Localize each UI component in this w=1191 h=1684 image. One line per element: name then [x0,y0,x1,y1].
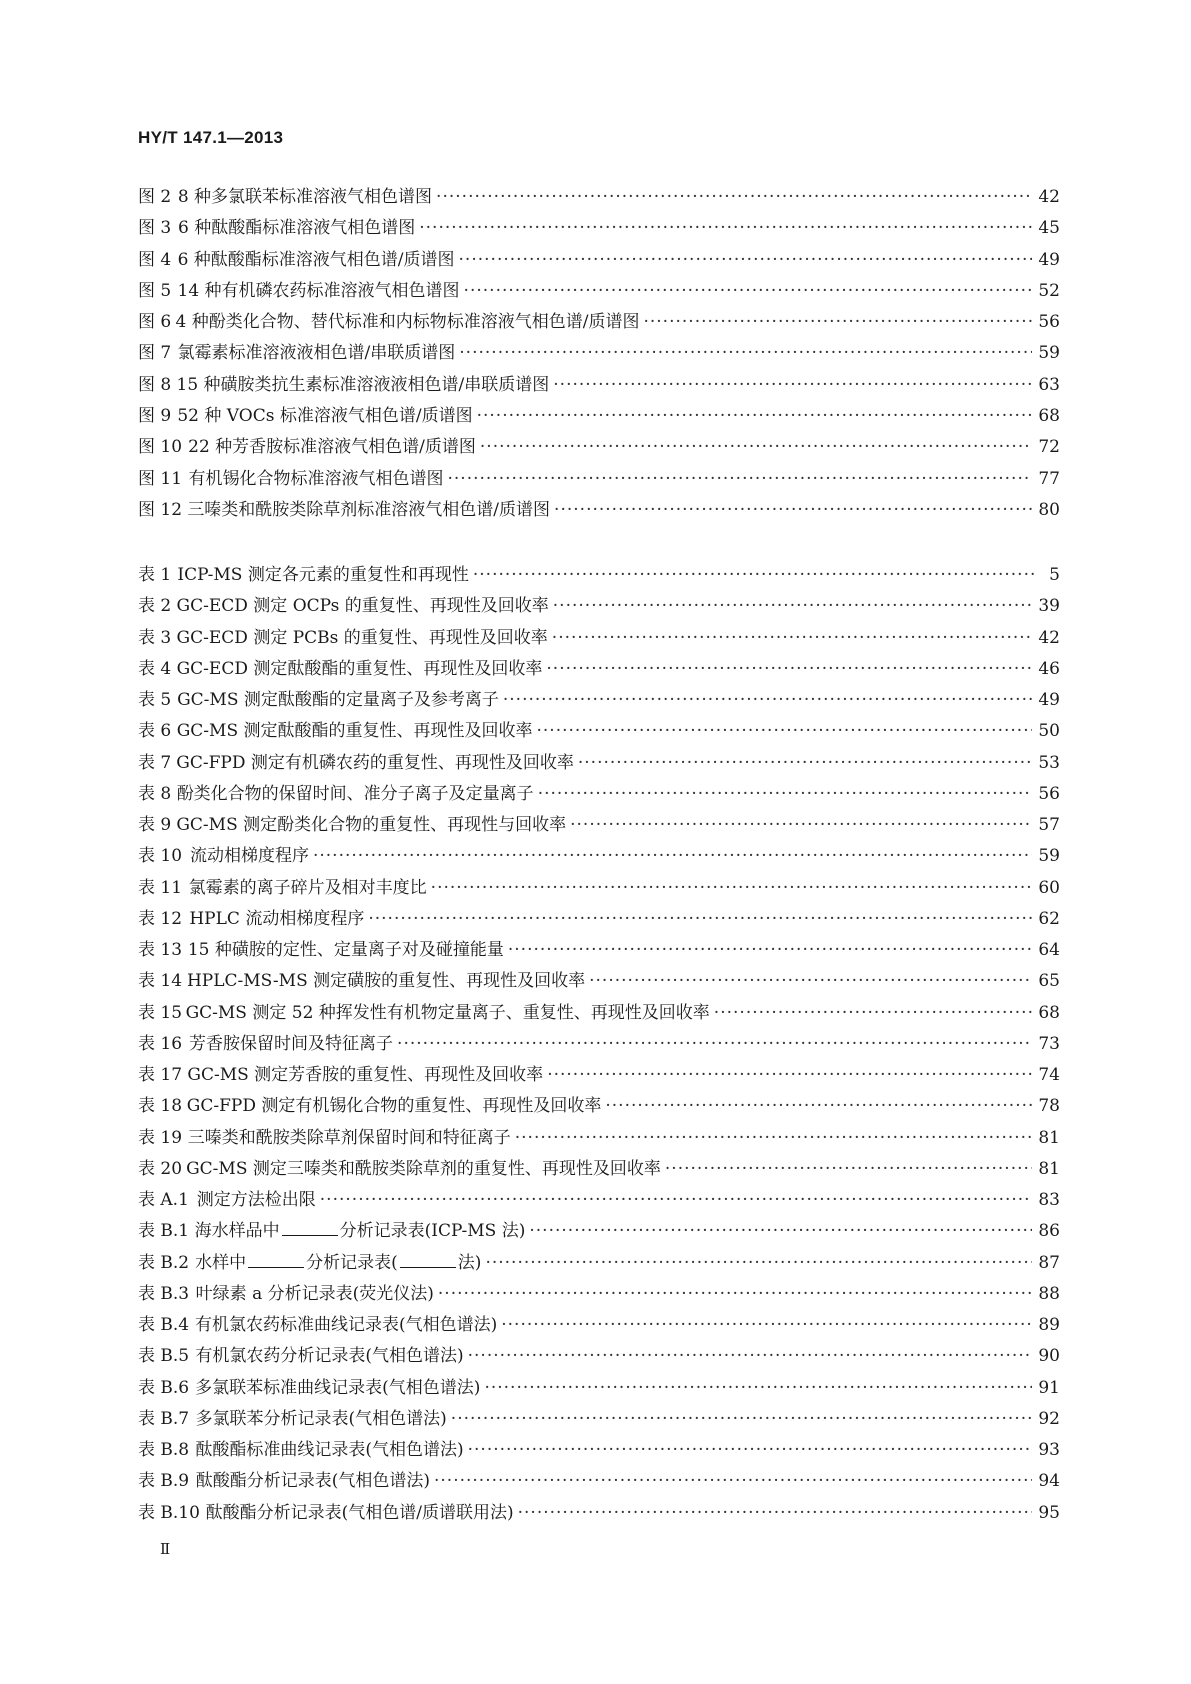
entry-label: 表 4 [138,658,172,679]
dot-leader [553,370,1032,401]
dot-leader [546,654,1032,685]
toc-table-entry[interactable] [138,1310,1060,1341]
dot-leader [419,213,1032,244]
dot-leader [578,748,1033,779]
entry-title: GC-MS 测定酞酸酯的定量离子及参考离子 [177,690,499,710]
entry-title: GC-MS 测定 52 种挥发性有机物定量离子、重复性、再现性及回收率 [185,1002,710,1023]
entry-page-number: 80 [1038,499,1060,520]
toc-figure-entry[interactable] [138,182,1060,213]
entry-page-number: 5 [1049,565,1060,585]
entry-page-number: 49 [1038,690,1060,710]
dot-leader [480,432,1032,463]
toc-table-entry[interactable] [138,1060,1060,1091]
entry-page-number: 83 [1038,1190,1060,1210]
entry-title: HPLC-MS-MS 测定磺胺的重复性、再现性及回收率 [186,971,586,992]
toc-table-entry[interactable] [138,779,1060,810]
document-id-header: HY/T 147.1—2013 [138,128,284,147]
entry-label: 表 2 [138,596,172,617]
dot-leader [459,338,1032,369]
toc-table-entry[interactable] [138,1435,1060,1466]
toc-table-entry[interactable] [138,1123,1060,1154]
toc-figure-entry[interactable] [138,307,1060,338]
entry-title: GC-FPD 测定有机磷农药的重复性、再现性及回收率 [176,752,574,773]
entry-title: 氯霉素的离子碎片及相对丰度比 [188,877,427,898]
entry-label: 表 A.1 [138,1190,189,1210]
entry-label: 表 3 [138,627,172,648]
entry-title: 15 种磺胺的定性、定量离子对及碰撞能量 [187,940,504,960]
toc-table-entry[interactable] [138,1185,1060,1216]
entry-title: 酞酸酯分析记录表(气相色谱法) [195,1471,430,1492]
toc-figure-entry[interactable] [138,464,1060,495]
entry-page-number: 73 [1038,1033,1060,1054]
dot-leader [397,1029,1032,1060]
dot-leader [714,998,1033,1029]
entry-label: 表 B.8 [138,1440,190,1460]
dot-leader [501,1310,1032,1341]
entry-page-number: 81 [1038,1127,1060,1148]
entry-title: 多氯联苯标准曲线记录表(气相色谱法) [195,1377,481,1398]
dot-leader [485,1248,1032,1279]
entry-title-part: 分析记录表(ICP-MS 法) [339,1221,526,1242]
entry-title: 酞酸酯分析记录表(气相色谱/质谱联用法) [205,1502,514,1523]
entry-page-number: 87 [1038,1252,1060,1273]
entry-page-number: 68 [1038,406,1060,427]
entry-label: 表 18 [138,1096,183,1117]
toc-table-entry[interactable] [138,1466,1060,1497]
entry-page-number: 78 [1038,1096,1060,1117]
entry-title: 52 种 VOCs 标准溶液气相色谱/质谱图 [177,406,473,427]
toc-table-entry[interactable] [138,1404,1060,1435]
entry-page-number: 86 [1038,1221,1060,1242]
dot-leader [438,1279,1032,1310]
toc-table-entry[interactable] [138,623,1060,654]
toc-table-entry[interactable] [138,1091,1060,1122]
entry-page-number: 42 [1038,627,1060,648]
entry-title: 三嗪类和酰胺类除草剂保留时间和特征离子 [187,1127,511,1148]
toc-table-entry[interactable] [138,1373,1060,1404]
entry-title: 6 种酞酸酯标准溶液气相色谱图 [178,218,416,239]
entry-label: 表 16 [138,1033,183,1054]
dot-leader [547,1060,1032,1091]
dot-leader [553,591,1033,622]
entry-label: 图 12 [138,499,183,520]
entry-title: GC-MS 测定酚类化合物的重复性、再现性与回收率 [176,815,567,835]
entry-title: ICP-MS 测定各元素的重复性和再现性 [177,565,469,585]
dot-leader [552,623,1033,654]
toc-table-entry[interactable] [138,560,1060,591]
entry-page-number: 77 [1038,468,1060,489]
entry-label: 表 15 [138,1002,183,1023]
toc-table-entry[interactable] [138,904,1060,935]
entry-page-number: 52 [1038,280,1060,301]
dot-leader [537,716,1033,747]
toc-table-entry[interactable] [138,1279,1060,1310]
dot-leader [459,245,1033,276]
dot-leader [538,779,1033,810]
dot-leader [508,935,1032,966]
entry-label: 图 2 [138,187,172,207]
dot-leader [515,1123,1033,1154]
dot-leader [477,401,1033,432]
fill-in-blank [400,1266,456,1268]
toc-figure-entry[interactable] [138,495,1060,526]
entry-label: 表 8 [138,783,172,804]
entry-title-part: 水样中 [195,1252,247,1273]
entry-label: 表 B.4 [138,1315,190,1335]
entry-title: 15 种磺胺类抗生素标准溶液液相色谱/串联质谱图 [176,374,550,395]
toc-figure-entry[interactable] [138,370,1060,401]
entry-title: 8 种多氯联苯标准溶液气相色谱图 [177,187,433,207]
entry-label: 图 9 [138,406,172,427]
dot-leader [451,1404,1033,1435]
entry-label: 表 9 [138,815,172,835]
entry-label: 表 13 [138,940,183,960]
entry-label: 表 19 [138,1127,183,1148]
entry-page-number: 88 [1038,1283,1060,1304]
dot-leader [464,276,1033,307]
entry-page-number: 59 [1038,846,1060,867]
entry-title: 酞酸酯标准曲线记录表(气相色谱法) [195,1440,464,1460]
entry-title: GC-ECD 测定 PCBs 的重复性、再现性及回收率 [176,627,548,648]
entry-title: 氯霉素标准溶液液相色谱/串联质谱图 [177,343,456,364]
entry-label: 表 B.10 [138,1502,200,1523]
toc-table-entry[interactable] [138,748,1060,779]
fill-in-blank [282,1234,338,1236]
entry-label: 表 6 [138,721,172,742]
entry-title: GC-MS 测定芳香胺的重复性、再现性及回收率 [187,1065,544,1085]
entry-page-number: 62 [1038,908,1060,929]
dot-leader [468,1435,1033,1466]
page-number-footer: Ⅱ [160,1540,171,1558]
toc-figure-entry[interactable] [138,276,1060,307]
toc-table-entry[interactable] [138,810,1060,841]
dot-leader [605,1091,1032,1122]
toc-figure-entry[interactable] [138,245,1060,276]
entry-page-number: 94 [1038,1471,1060,1492]
entry-page-number: 60 [1038,877,1060,898]
toc-table-entry[interactable] [138,935,1060,966]
entry-title: 流动相梯度程序 [189,846,309,867]
entry-title: 有机氯农药分析记录表(气相色谱法) [195,1346,464,1367]
entry-label: 表 12 [138,908,183,929]
entry-title [195,1248,481,1279]
table-list [138,560,1060,1529]
entry-page-number: 56 [1038,783,1060,804]
entry-page-number: 56 [1038,312,1060,333]
entry-page-number: 45 [1038,218,1060,239]
entry-page-number: 95 [1038,1502,1060,1523]
entry-page-number: 65 [1038,971,1060,992]
entry-page-number: 42 [1038,187,1060,207]
entry-title: 酚类化合物的保留时间、准分子离子及定量离子 [176,783,534,804]
entry-page-number: 50 [1038,721,1060,742]
dot-leader [665,1154,1032,1185]
entry-label: 表 5 [138,690,172,710]
entry-label: 表 B.6 [138,1377,190,1398]
toc-table-entry[interactable] [138,841,1060,872]
dot-leader [473,560,1034,591]
entry-page-number: 46 [1038,658,1060,679]
entry-page-number: 68 [1038,1002,1060,1023]
toc-table-entry[interactable] [138,685,1060,716]
entry-title: 4 种酚类化合物、替代标准和内标物标准溶液气相色谱/质谱图 [175,312,640,333]
fill-in-blank [248,1266,304,1268]
entry-label: 图 4 [138,249,172,270]
dot-leader [436,182,1032,213]
dot-leader [431,873,1033,904]
dot-leader [529,1216,1032,1247]
entry-title: 14 种有机磷农药标准溶液气相色谱图 [177,280,460,301]
entry-title: GC-FPD 测定有机锡化合物的重复性、再现性及回收率 [186,1096,602,1117]
entry-page-number: 39 [1038,596,1060,617]
entry-label: 表 11 [138,877,183,898]
entry-title-part: 法) [457,1252,482,1273]
toc-figure-entry[interactable] [138,338,1060,369]
entry-title: 有机氯农药标准曲线记录表(气相色谱法) [194,1315,498,1335]
entry-title: 三嗪类和酰胺类除草剂标准溶液气相色谱/质谱图 [187,499,551,520]
dot-leader [554,495,1032,526]
entry-label: 表 14 [138,971,183,992]
figure-list [138,182,1060,526]
toc-table-entry[interactable] [138,654,1060,685]
entry-label: 图 8 [138,374,172,395]
entry-page-number: 81 [1038,1158,1060,1179]
entry-label: 表 B.5 [138,1346,190,1367]
dot-leader [589,966,1032,997]
entry-label: 图 5 [138,280,172,301]
entry-title: 芳香胺保留时间及特征离子 [189,1033,394,1054]
dot-leader [518,1498,1033,1529]
entry-label: 表 17 [138,1065,183,1085]
toc-table-entry[interactable] [138,873,1060,904]
entry-page-number: 74 [1038,1065,1060,1085]
dot-leader [484,1373,1032,1404]
entry-label: 图 7 [138,343,172,364]
toc-table-entry[interactable] [138,966,1060,997]
entry-label: 图 3 [138,218,172,239]
entry-page-number: 49 [1038,249,1060,270]
entry-label: 表 7 [138,752,172,773]
entry-page-number: 64 [1038,940,1060,960]
toc-table-entry[interactable] [138,1341,1060,1372]
dot-leader [468,1341,1033,1372]
entry-title: 有机锡化合物标准溶液气相色谱图 [188,468,444,489]
entry-title: GC-ECD 测定 OCPs 的重复性、再现性及回收率 [176,596,549,617]
entry-label: 表 B.9 [138,1471,190,1492]
entry-page-number: 53 [1038,752,1060,773]
entry-label: 图 11 [138,468,183,489]
entry-title: GC-MS 测定三嗪类和酰胺类除草剂的重复性、再现性及回收率 [186,1158,661,1179]
toc-table-entry[interactable] [138,1216,1060,1247]
toc-table-entry[interactable] [138,1154,1060,1185]
entry-page-number: 91 [1038,1377,1060,1398]
toc-table-entry[interactable] [138,591,1060,622]
entry-label: 表 B.1 [138,1221,190,1242]
entry-title-part: 海水样品中 [194,1221,280,1242]
entry-title: 叶绿素 a 分析记录表(荧光仪法) [195,1283,434,1304]
entry-page-number: 72 [1038,437,1060,458]
entry-label: 表 B.3 [138,1283,190,1304]
entry-title: GC-MS 测定酞酸酯的重复性、再现性及回收率 [176,721,533,742]
toc-table-entry[interactable] [138,1029,1060,1060]
toc-figure-entry[interactable] [138,213,1060,244]
toc-figure-entry[interactable] [138,401,1060,432]
toc-table-entry[interactable] [138,716,1060,747]
entry-page-number: 93 [1038,1440,1060,1460]
entry-title: HPLC 流动相梯度程序 [189,908,365,929]
entry-label: 表 20 [138,1158,183,1179]
entry-page-number: 57 [1038,815,1060,835]
entry-title: 6 种酞酸酯标准溶液气相色谱/质谱图 [177,249,455,270]
entry-page-number: 90 [1038,1346,1060,1367]
entry-title: 22 种芳香胺标准溶液气相色谱/质谱图 [188,437,476,458]
entry-label: 图 6 [138,312,172,333]
entry-page-number: 63 [1038,374,1060,395]
toc-table-entry[interactable] [138,998,1060,1029]
dot-leader [434,1466,1032,1497]
entry-title: 多氯联苯分析记录表(气相色谱法) [195,1408,447,1429]
entry-page-number: 89 [1038,1315,1060,1335]
dot-leader [368,904,1032,935]
entry-title: GC-ECD 测定酞酸酯的重复性、再现性及回收率 [176,658,543,679]
dot-leader [503,685,1032,716]
entry-title-part: 分析记录表( [306,1252,398,1273]
entry-page-number: 59 [1038,343,1060,364]
entry-label: 表 B.7 [138,1408,190,1429]
entry-title: 测定方法检出限 [196,1190,316,1210]
toc-figure-entry[interactable] [138,432,1060,463]
entry-page-number: 92 [1038,1408,1060,1429]
dot-leader [448,464,1033,495]
dot-leader [320,1185,1033,1216]
entry-label: 表 10 [138,846,183,867]
dot-leader [570,810,1032,841]
dot-leader [313,841,1032,872]
entry-title [195,1216,526,1247]
entry-label: 表 B.2 [138,1252,190,1273]
entry-label: 图 10 [138,437,183,458]
toc-table-entry[interactable] [138,1248,1060,1279]
dot-leader [643,307,1032,338]
toc-table-entry[interactable] [138,1498,1060,1529]
entry-label: 表 1 [138,565,172,585]
